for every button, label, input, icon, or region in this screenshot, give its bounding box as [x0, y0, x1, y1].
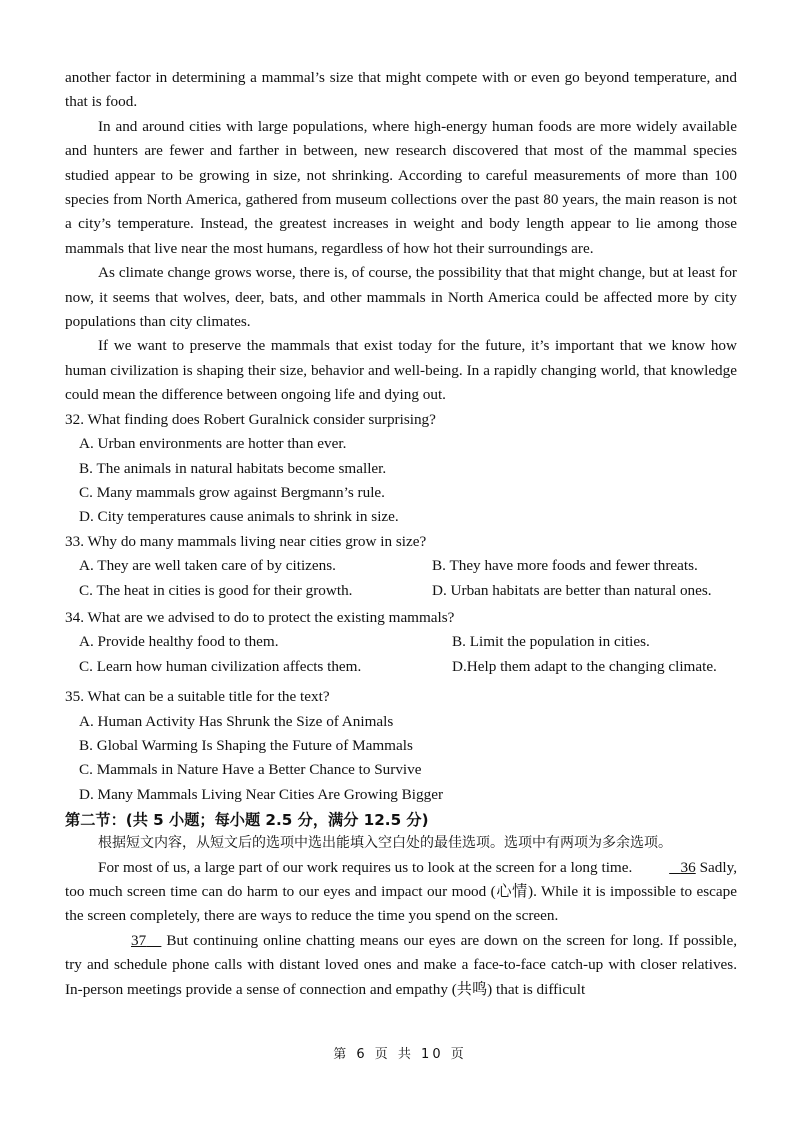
question-stem: 35. What can be a suitable title for the text? — [65, 688, 330, 706]
passage-paragraph-0: another factor in determining a mammal’s size that might compete with or even go beyond temperature, and that is food. — [65, 69, 737, 111]
section-heading: 第二节：(共 5 小题；每小题 2.5 分，满分 12.5 分) — [65, 811, 429, 830]
option-d: D. City temperatures cause animals to shrink in size. — [79, 508, 399, 526]
cloze-paragraph-2 — [65, 929, 737, 1002]
blank-36: 36 — [680, 858, 696, 876]
option-a: A. They are well taken care of by citizens. — [79, 557, 336, 575]
question-34 — [65, 606, 737, 679]
question-stem: 32. What finding does Robert Guralnick consider surprising? — [65, 410, 436, 428]
question-35 — [65, 685, 737, 807]
option-b: B. The animals in natural habitats become smaller. — [79, 459, 387, 477]
option-c: C. Mammals in Nature Have a Better Chance to Survive — [79, 761, 422, 779]
passage-paragraph-2: As climate change grows worse, there is, of course, the possibility that that might change, but at least for now, it seems that wolves, deer, bats, and other mammals in North America could be affected more by city populations than city climates. — [65, 264, 737, 331]
option-b: B. Limit the population in cities. — [452, 633, 650, 651]
blank-37: 37 — [131, 931, 147, 949]
option-b: B. Global Warming Is Shaping the Future of Mammals — [79, 736, 413, 754]
option-c: C. The heat in cities is good for their growth. — [79, 581, 353, 599]
cloze-text: But continuing online chatting means our eyes are down on the screen for long. If possible, try and schedule phone calls with distant loved ones and make a face-to-face catch-up with closer relatives. In-person meetings provide a sense of connection and empathy (共鸣) that is difficult — [65, 931, 738, 998]
option-a: A. Provide healthy food to them. — [79, 633, 279, 651]
passage-paragraph-3: If we want to preserve the mammals that exist today for the future, it’s important that we know how human civilization is shaping their size, behavior and well-being. In a rapidly changing world, that knowledge could mean the difference between ongoing life and dying out. — [65, 337, 737, 404]
option-d: D. Many Mammals Living Near Cities Are Growing Bigger — [79, 785, 444, 803]
option-c: C. Learn how human civilization affects them. — [79, 657, 362, 675]
section-instruction: 根据短文内容，从短文后的选项中选出能填入空白处的最佳选项。选项中有两项为多余选项。 — [98, 835, 672, 852]
page-footer: 第 6 页 共 10 页 — [333, 1047, 467, 1062]
option-b: B. They have more foods and fewer threats. — [432, 557, 698, 575]
option-d: D.Help them adapt to the changing climate. — [452, 657, 717, 675]
exam-page — [65, 66, 737, 1002]
option-d: D. Urban habitats are better than natural ones. — [432, 581, 712, 599]
question-stem: 34. What are we advised to do to protect the existing mammals? — [65, 608, 455, 626]
option-a: A. Human Activity Has Shrunk the Size of Animals — [79, 712, 394, 730]
option-c: C. Many mammals grow against Bergmann’s rule. — [79, 483, 385, 501]
cloze-paragraph-1 — [65, 856, 737, 929]
question-stem: 33. Why do many mammals living near cities grow in size? — [65, 532, 427, 550]
passage-paragraph-1: In and around cities with large populations, where high-energy human foods are more widely available and hunters are fewer and farther in between, new research discovered that most of the mammal species studied appear to be growing in size, not shrinking. According to careful measurements of more than 100 species from North America, gathered from museum collections over the past 80 years, the main reason is not a city’s temperature. Instead, the greatest increases in weight and body length appear to lie among those mammals that live near the most humans, regardless of how hot their surroundings are. — [65, 117, 737, 257]
option-a: A. Urban environments are hotter than ever. — [79, 435, 347, 453]
cloze-text: For most of us, a large part of our work requires us to look at the screen for a long time. — [98, 858, 633, 876]
cloze-text: Sadly, too much screen time can do harm to our eyes and impact our mood (心情). While it is impossible to escape the screen completely, there are ways to reduce the time you spend on the screen. — [65, 858, 738, 925]
question-32 — [65, 408, 737, 530]
question-33 — [65, 530, 737, 603]
